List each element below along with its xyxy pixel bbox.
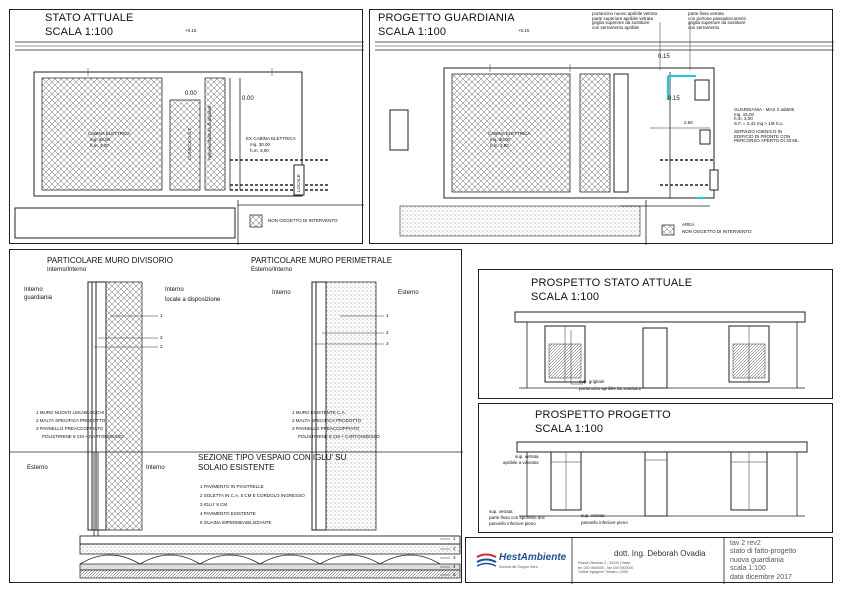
elevation-attuale — [479, 270, 834, 400]
detail-title: PARTICOLARE MURO PERIMETRALE — [251, 256, 393, 265]
info-line: data dicembre 2017 — [730, 573, 792, 581]
note-line: con portone passadocumenti — [688, 15, 746, 21]
detail-line: tel. 040 0000000 - fax 040 0000000 — [578, 565, 634, 570]
callout-number: 1 — [386, 313, 389, 318]
side-label: Interno — [272, 290, 291, 296]
note-line: sup. vetrata — [515, 454, 539, 459]
panel-scale: SCALA 1:100 — [378, 26, 447, 38]
vertical-label: CUNICOLO N.T. — [187, 126, 192, 160]
info-line: EDIFICIO DI FRONTE CON — [734, 133, 791, 139]
side-label: locale a disposizione — [165, 297, 221, 303]
note-line: apribile a vasistas — [503, 460, 539, 465]
legend-line: 1 MURO ESISTENTE C.A. — [292, 410, 346, 415]
detail-line: Ordine Ingegneri Trieste n. 0000 — [578, 570, 629, 574]
side-label: guardiania — [24, 295, 53, 301]
room-height: h.m. 3,00 — [490, 143, 509, 148]
panel-prospetto-progetto — [478, 403, 833, 533]
legend-line: POLISTIRENE 8 CM + CARTONGESSO — [42, 434, 124, 439]
legend-line: 4 PAVIMENTO ESISTENTE — [200, 511, 256, 516]
legend-line: 5 GUAINA IMPERMEABILIZZANTE — [200, 520, 272, 525]
room-area: mq. 30,00 — [490, 137, 511, 142]
level-mark: 0.00 — [242, 96, 254, 102]
callout-number: 2 — [453, 546, 456, 551]
callout-number: 1 — [453, 536, 456, 541]
note-line: griglia superiore da sostituire — [688, 20, 746, 25]
detail-subtitle: Esterno/Interno — [251, 267, 293, 273]
level-mark: +0.15 — [518, 28, 530, 33]
legend-line: 2 SOLETTA IN C.A. 5 CM E CORDOLO INGRESSO — [200, 493, 305, 498]
side-label: Esterno — [27, 465, 48, 471]
vertical-label: LOCALE — [296, 174, 301, 192]
note-line: sup. grigliate — [579, 379, 605, 384]
note-line: portoncino nuovo apribile vetrato — [592, 11, 658, 16]
side-label: Interno — [165, 287, 184, 293]
legend-line: 3 PANNELLO PREACCOPPIATO — [36, 426, 104, 431]
info-line: scala 1:100 — [730, 565, 766, 573]
panel-scale: SCALA 1:100 — [531, 291, 600, 303]
level-mark: 0.15 — [658, 54, 670, 60]
room-label: EX CABINA ELETTRICA — [246, 136, 296, 141]
side-label: Interno — [24, 287, 43, 293]
note-line: parte fissa vetrata — [688, 11, 724, 16]
room-area: mq. 30,00 — [250, 142, 271, 147]
info-line: S.F. = 2,42 mq > 1/8 S.u. — [734, 120, 784, 126]
level-mark: 0.15 — [668, 96, 680, 102]
callout-number: 1 — [160, 313, 163, 318]
panel-particolari — [9, 249, 462, 583]
company-logo — [476, 551, 566, 573]
room-label: CABINA ELETTRICA — [488, 131, 531, 136]
guardiania-info — [734, 108, 799, 144]
room-height: h.m. 3,00 — [250, 148, 269, 153]
legend-label: AREA — [682, 222, 695, 227]
info-line: GUARDIANIA - MAX 2 addetti — [734, 107, 795, 112]
vertical-label: Apparecchiatura di impianti — [207, 105, 212, 160]
legend-line: 1 PAVIMENTO IN PIASTRELLE — [200, 484, 264, 489]
note-line: pannello inferiore pieno — [581, 520, 628, 525]
detail-legend — [292, 409, 380, 441]
info-line: SERVIZIO IGIENICO IN — [734, 129, 783, 134]
title-block — [465, 537, 833, 583]
note-line: portoncino apribile da sostituire — [579, 386, 642, 391]
info-line: nuova guardiania — [730, 556, 784, 564]
panel-scale: SCALA 1:100 — [45, 26, 114, 38]
note-line: pannello inferiore pieno — [489, 521, 536, 526]
level-mark: 0.00 — [185, 91, 197, 97]
callout-number: 2 — [160, 344, 163, 349]
logo-mark-icon — [476, 553, 498, 567]
legend-line: 3 PANNELLO PREACCOPPIATO — [292, 426, 360, 431]
room-area: mq. 30,00 — [90, 137, 111, 142]
note-line: griglia superiore da sostituire — [592, 20, 650, 25]
panel-progetto-guardiania — [369, 9, 833, 244]
callout-number: 5 — [453, 572, 456, 577]
legend-label: NON OGGETTO DI INTERVENTO — [268, 218, 338, 223]
detail-line: Piazza Oberdan 2 - 34133 Trieste — [578, 561, 631, 565]
room-label: CABINA ELETTRICA — [88, 131, 131, 136]
door-note — [592, 12, 657, 30]
author-name: dott. Ing. Deborah Ovadia — [614, 549, 706, 558]
info-line: stato di fatto-progetto — [730, 548, 797, 556]
level-mark: +0.15 — [185, 28, 197, 33]
callout-number: 2 — [386, 330, 389, 335]
legend-line: 2 MALTA SPECIFICA PRODOTTO — [36, 418, 106, 423]
drawing-info — [730, 540, 796, 582]
section-title: SEZIONE TIPO VESPAIO CON IGLU' SU — [198, 453, 347, 462]
note-line: con serramento apribile — [592, 24, 640, 30]
note-line: sup. vetrata — [581, 513, 605, 518]
legend-line: POLISTIRENE 8 CM + CARTONGESSO — [298, 434, 380, 439]
panel-title: PROSPETTO PROGETTO — [535, 409, 671, 421]
panel-scale: SCALA 1:100 — [535, 423, 604, 435]
legend-line: 2 MALTA SPECIFICA PRODOTTO — [292, 418, 362, 423]
room-height: h.m. 3,00 — [90, 143, 109, 148]
callout-number: 3 — [386, 341, 389, 346]
legend-line: 1 MURO NUOVO LEKABLOCCHI — [36, 410, 105, 415]
section-title: SOLAIO ESISTENTE — [198, 463, 275, 472]
panel-stato-attuale — [9, 9, 363, 244]
side-label: Interno — [146, 465, 165, 471]
note-line: parte superiore apribile vetrata — [592, 15, 654, 21]
note-line: sup. vetrata — [489, 509, 513, 514]
panel-prospetto-attuale — [478, 269, 833, 399]
panel-title: PROGETTO GUARDIANIA — [378, 12, 515, 24]
legend-line: 3 IGLU' 8 CM — [200, 502, 228, 507]
note-line: con serramento — [688, 24, 720, 30]
dimension: 2.60 — [684, 120, 693, 125]
callout-number: 2 — [160, 335, 163, 340]
detail-subtitle: Interno/Interno — [47, 267, 87, 273]
window-note — [688, 12, 746, 30]
detail-legend — [36, 409, 124, 441]
info-line: h.m. 3,00 — [734, 116, 753, 121]
author-details — [578, 561, 633, 575]
callout-number: 3 — [453, 555, 456, 560]
info-line: tav 2 rev2 — [730, 540, 761, 547]
legend-label: NON OGGETTO DI INTERVENTO — [682, 229, 752, 234]
panel-title: PROSPETTO STATO ATTUALE — [531, 277, 693, 289]
callout-number: 4 — [453, 564, 456, 569]
info-line: mq. 15,00 — [734, 111, 755, 117]
section-legend — [200, 482, 305, 527]
panel-title: STATO ATTUALE — [45, 12, 134, 24]
side-label: Esterno — [398, 290, 419, 296]
detail-title: PARTICOLARE MURO DIVISORIO — [47, 256, 173, 265]
logo-subtitle: Società del Gruppo Hera — [499, 565, 538, 569]
info-line: PERCORSO APERTO DI 33 ML — [734, 138, 799, 143]
note-line: parte fissa con sportello doc — [489, 515, 546, 520]
logo-text: HestAmbiente — [499, 552, 567, 563]
